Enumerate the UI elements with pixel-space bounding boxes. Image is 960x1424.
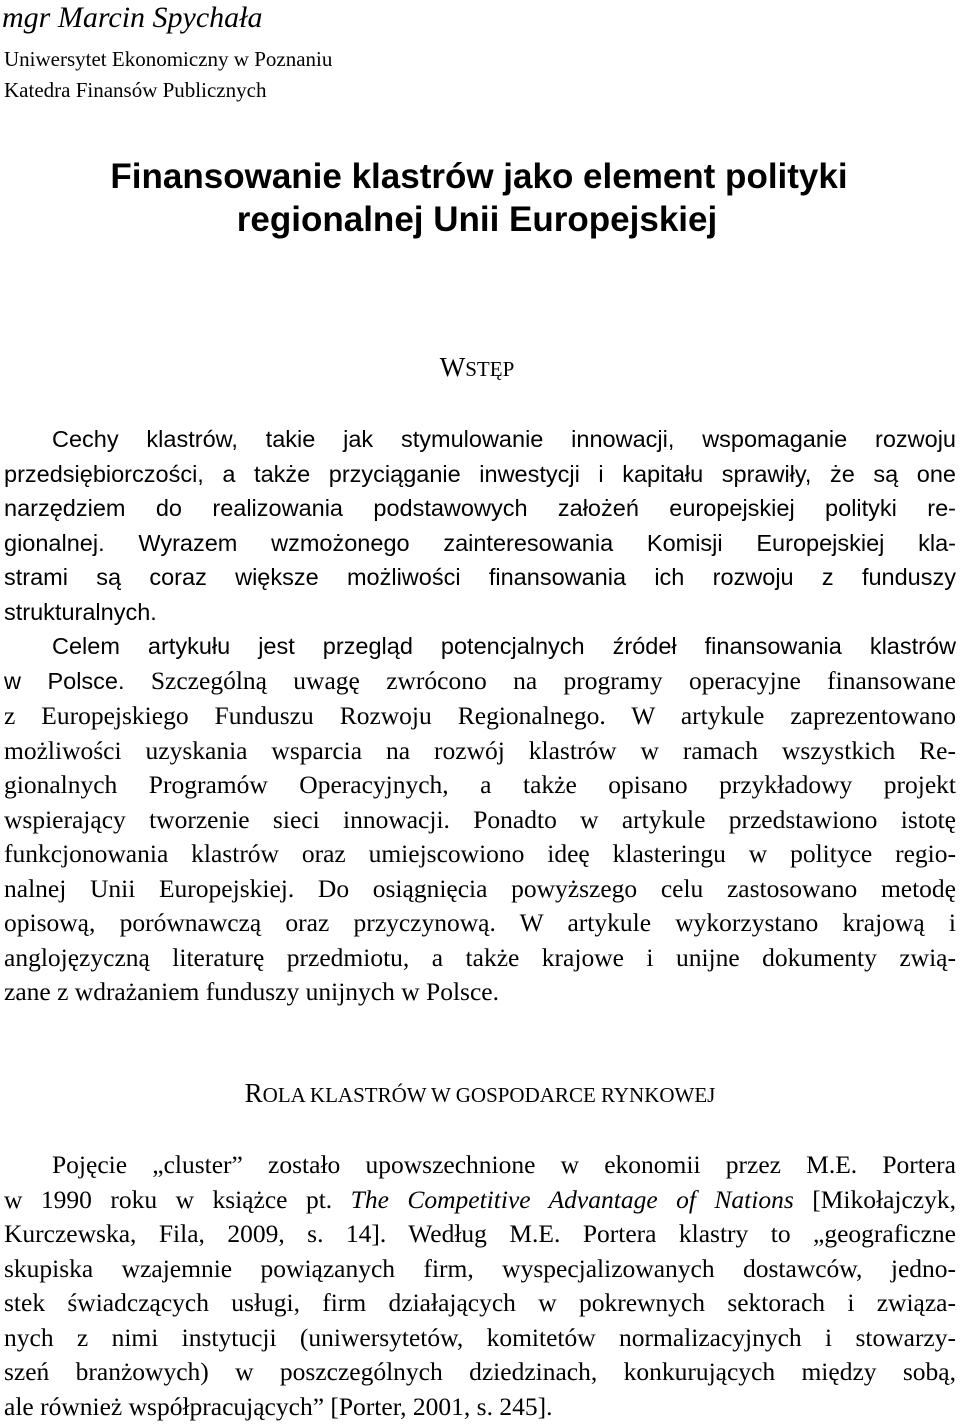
text-line: funkcjonowania klastrów oraz umiejscowiono ideę klasteringu w polityce regio- <box>4 837 956 872</box>
text-line: wspierający tworzenie sieci innowacji. Ponadto w artykule przedstawiono istotę <box>4 803 956 838</box>
paper-title-line-1: Finansowanie klastrów jako element polityki <box>0 157 959 197</box>
text-line: narzędziem do realizowania podstawowych założeń europejskiej polityki re- <box>4 491 956 526</box>
section-heading-role-of-clusters <box>0 1077 960 1111</box>
body-start: Szczególną uwagę zwrócono na programy operacyjne finansowane <box>125 666 956 695</box>
text-line: zane z wdrażaniem funduszy unijnych w Polsce. <box>4 975 956 1010</box>
text-line: przedsiębiorczości, a także przyciąganie inwestycji i kapitału sprawiły, że są one <box>4 457 956 492</box>
text-line: nalnej Unii Europejskiej. Do osiągnięcia powyższego celu zastosowano metodę <box>4 872 956 907</box>
text-line: anglojęzyczną literaturę przedmiotu, a także krajowe i unijne dokumenty zwią- <box>4 941 956 976</box>
heading-rest: OLA KLASTRÓW W GOSPODARCE RYNKOWEJ <box>263 1083 716 1107</box>
text-line: z Europejskiego Funduszu Rozwoju Regionalnego. W artykule zaprezentowano <box>4 699 956 734</box>
text-line: Cechy klastrów, takie jak stymulowanie innowacji, wspomaganie rozwoju <box>4 422 956 457</box>
author-name: mgr Marcin Spychała <box>2 0 263 36</box>
mixed-line <box>4 664 956 703</box>
text-line: skupiska wzajemnie powiązanych firm, wyspecjalizowanych dostawców, jedno- <box>4 1252 956 1287</box>
text-line: możliwości uzyskania wsparcia na rozwój klastrów w ramach wszystkich Re- <box>4 734 956 769</box>
text-line: Kurczewska, Fila, 2009, s. 14]. Według M.E. Portera klastry to „geograficzne <box>4 1217 956 1252</box>
abstract-end: w Polsce. <box>4 668 125 694</box>
heading-cap: W <box>440 352 465 382</box>
abstract-paragraph <box>4 422 956 664</box>
text-line: ale również współpracujących” [Porter, 2001, s. 245]. <box>4 1390 956 1424</box>
text-line: stek świadczących usługi, firm działających w pokrewnych sektorach i związa- <box>4 1286 956 1321</box>
text-line: strami są coraz większe możliwości finansowania ich rozwoju z funduszy <box>4 560 956 595</box>
text-line: gionalnej. Wyrazem wzmożonego zainteresowania Komisji Europejskiej kla- <box>4 526 956 561</box>
heading-cap: R <box>245 1078 263 1108</box>
book-title: The Competitive Advantage of Nations <box>351 1185 794 1214</box>
text-line: szeń branżowych) w poszczególnych dziedzinach, konkurujących między sobą, <box>4 1355 956 1390</box>
heading-rest: STĘP <box>465 357 514 381</box>
body-paragraph <box>4 699 956 1010</box>
affiliation-university: Uniwersytet Ekonomiczny w Poznaniu <box>4 46 332 72</box>
paper-title-line-2: regionalnej Unii Europejskiej <box>0 200 957 240</box>
text-line <box>4 664 956 703</box>
text-segment: w 1990 roku w książce pt. <box>4 1185 351 1214</box>
text-line <box>4 1183 956 1218</box>
text-line: opisową, porównawczą oraz przyczynową. W artykule wykorzystano krajową i <box>4 906 956 941</box>
text-line: Celem artykułu jest przegląd potencjalnych źródeł finansowania klastrów <box>4 629 956 664</box>
text-segment: [Mikołajczyk, <box>794 1185 956 1214</box>
section-heading-introduction <box>0 351 957 385</box>
section-2-paragraph <box>4 1148 956 1424</box>
text-line: strukturalnych. <box>4 595 956 630</box>
affiliation-department: Katedra Finansów Publicznych <box>4 77 266 103</box>
text-line: nych z nimi instytucji (uniwersytetów, komitetów normalizacyjnych i stowarzy- <box>4 1321 956 1356</box>
text-line: Pojęcie „cluster” zostało upowszechnione w ekonomii przez M.E. Portera <box>4 1148 956 1183</box>
text-line: gionalnych Programów Operacyjnych, a także opisano przykładowy projekt <box>4 768 956 803</box>
